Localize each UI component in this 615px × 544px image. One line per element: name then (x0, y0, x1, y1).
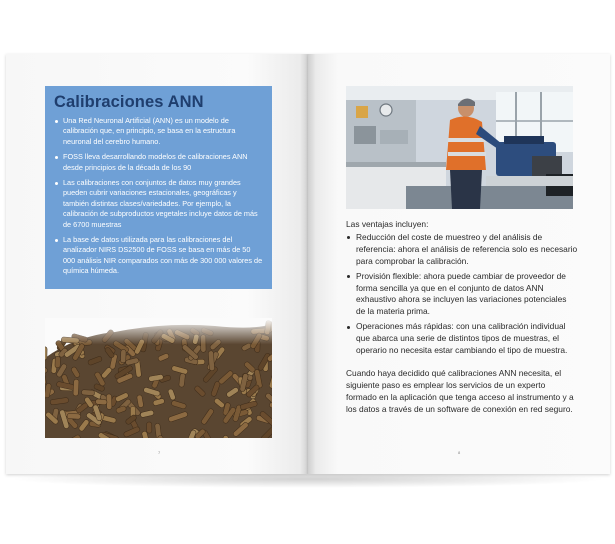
list-item: Una Red Neuronal Artificial (ANN) es un modelo de calibración que, en principio, se basa en la estructura neuronal del cerebro humano. (63, 116, 264, 147)
list-item: FOSS lleva desarrollando modelos de calibraciones ANN desde principios de la década de los 90 (63, 152, 264, 173)
lab-technician-image (346, 86, 573, 209)
list-item: Las calibraciones con conjuntos de datos muy grandes pueden cubrir variaciones estacionales, geográficas y también distintas clases/variedades. Por ejemplo, la calibración de subproductos vegetales incluye datos de más de 6700 muestras (63, 178, 264, 230)
list-item: Operaciones más rápidas: con una calibración individual que abarca una serie de distintos tipos de muestras, el operario no necesita estar cambiando el tipo de muestra. (356, 321, 578, 357)
book-gutter (300, 54, 316, 474)
list-item: Reducción del coste de muestreo y del análisis de referencia: ahora el análisis de referencia solo es necesario para comprobar la calibración. (356, 231, 578, 266)
advantages-intro: Las ventajas incluyen: (346, 219, 429, 229)
advantages-list (346, 232, 578, 357)
feed-pellets-image (45, 318, 272, 438)
page-number-right: 8 (458, 450, 461, 455)
ann-info-box (45, 86, 272, 289)
closing-paragraph: Cuando haya decidido qué calibraciones ANN necesita, el siguiente paso es emplear los servicios de un experto formado en la aplicación que tenga acceso al instrumento y a los datos a través de un software de conexión en red seguro. (346, 367, 574, 414)
list-item: La base de datos utilizada para las calibraciones del analizador NIRS DS2500 de FOSS se basa en más de 50 000 análisis NIR comparados con más de 300 000 valores de química húmeda. (63, 235, 263, 276)
list-item: Provisión flexible: ahora puede cambiar de proveedor de forma sencilla ya que en el conjunto de datos ANN exhaustivo ahora se incluyen las variaciones potenciales de la materia prima. (356, 271, 578, 319)
section-title: Calibraciones ANN (54, 93, 204, 111)
ann-bullet-list (54, 116, 264, 277)
page-number-left: 7 (158, 450, 161, 455)
advantages-section (346, 219, 578, 416)
